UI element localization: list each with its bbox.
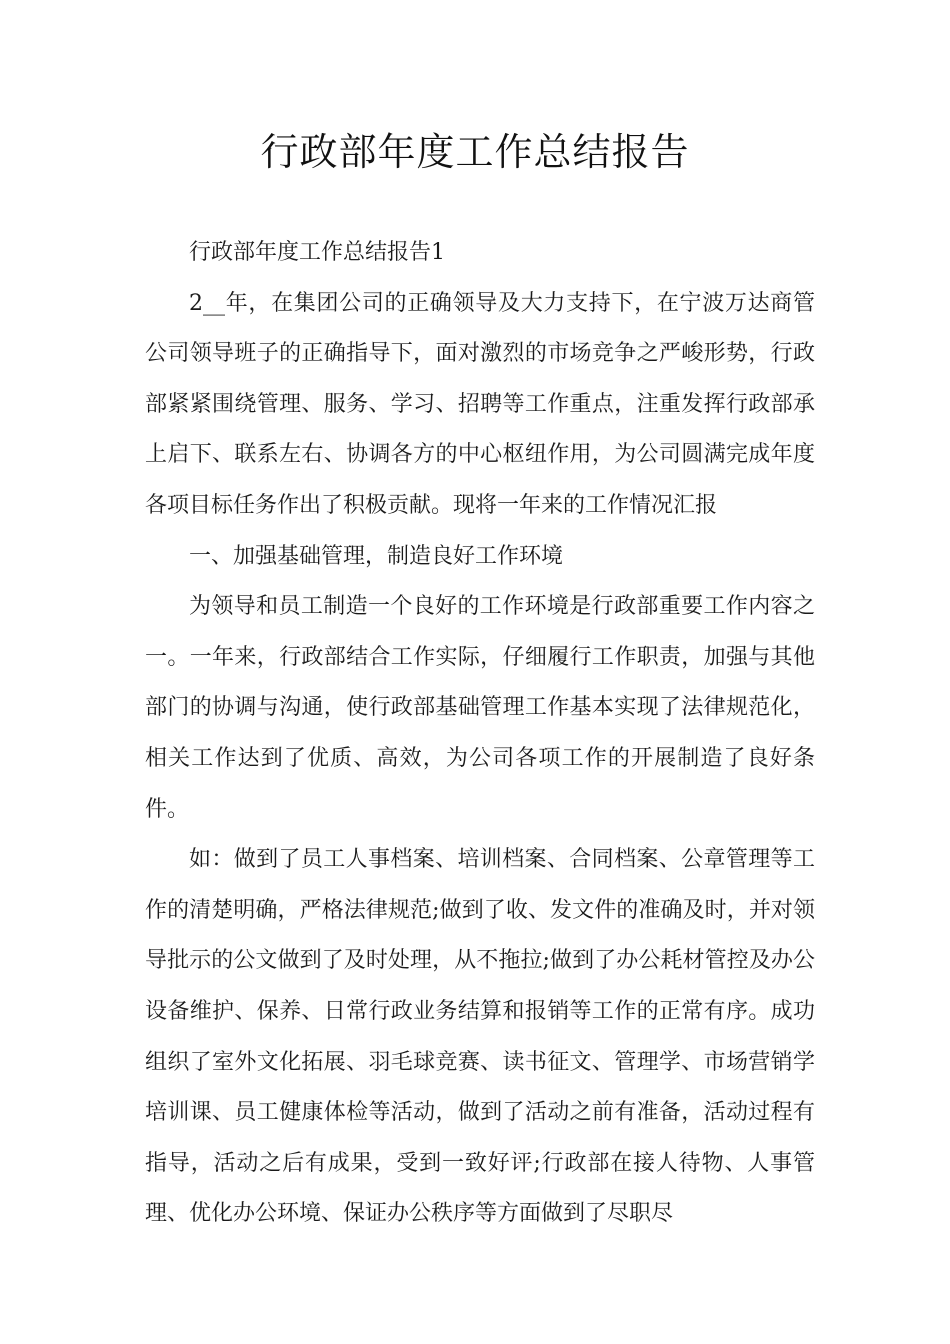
paragraph-examples: 如：做到了员工人事档案、培训档案、合同档案、公章管理等工作的清楚明确，严格法律规范;做到了收、发文件的准确及时，并对领导批示的公文做到了及时处理，从不拖拉;做到了办公耗材管控及办公设备维护、保养、日常行政业务结算和报销等工作的正常有序。成功组织了室外文化拓展、羽毛球竞赛、读书征文、管理学、市场营销学培训课、员工健康体检等活动，做到了活动之前有准备，活动过程有指导，活动之后有成果，受到一致好评;行政部在接人待物、人事管理、优化办公环境、保证办公秩序等方面做到了尽职尽 [145, 847, 815, 1227]
paragraph-subtitle: 行政部年度工作总结报告1 [189, 240, 445, 265]
paragraph-environment: 为领导和员工制造一个良好的工作环境是行政部重要工作内容之一。一年来，行政部结合工作实际，仔细履行工作职责，加强与其他部门的协调与沟通，使行政部基础管理工作基本实现了法律规范化，相关工作达到了优质、高效，为公司各项工作的开展制造了良好条件。 [145, 594, 815, 822]
document-body [145, 228, 815, 1240]
section-heading: 一、加强基础管理，制造良好工作环境 [189, 543, 564, 569]
document-title: 行政部年度工作总结报告 [260, 130, 690, 174]
paragraph-intro: 2__年，在集团公司的正确领导及大力支持下，在宁波万达商管公司领导班子的正确指导下，面对激烈的市场竞争之严峻形势，行政部紧紧围绕管理、服务、学习、招聘等工作重点，注重发挥行政部承上启下、联系左右、协调各方的中心枢纽作用，为公司圆满完成年度各项目标任务作出了积极贡献。现将一年来的工作情况汇报 [145, 290, 815, 518]
